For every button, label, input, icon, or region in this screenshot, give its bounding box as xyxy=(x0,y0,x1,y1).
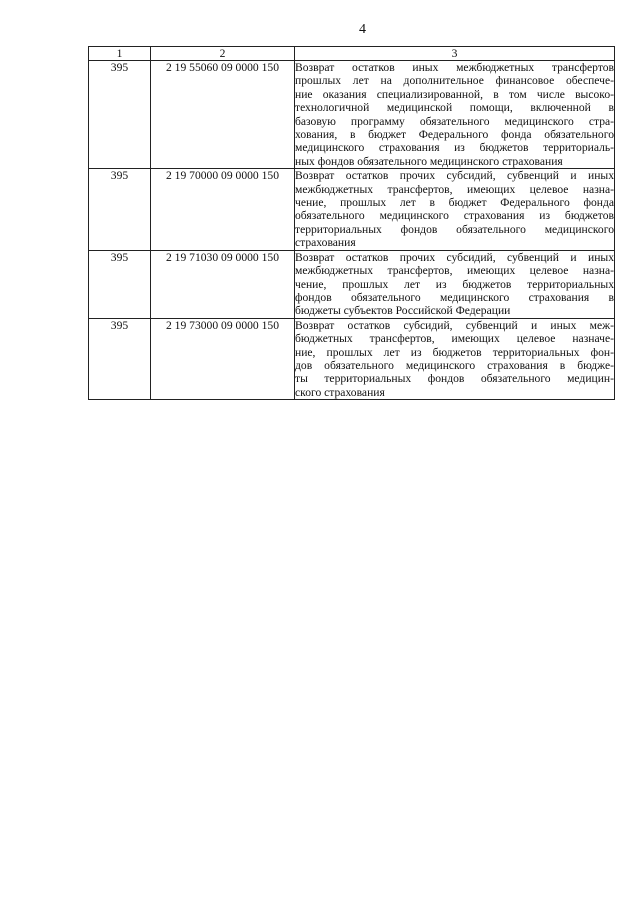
table-row xyxy=(89,61,615,169)
description-line: медицинского страхования из бюджетов территориаль- xyxy=(295,141,614,155)
page-number: 4 xyxy=(359,22,366,37)
admin-code-cell: 395 xyxy=(89,318,151,399)
description-line: межбюджетных трансфертов, имеющих целевое назна- xyxy=(295,264,614,278)
description-cell xyxy=(295,250,615,318)
description-line: страхования xyxy=(295,236,356,250)
budget-code-cell: 2 19 73000 09 0000 150 xyxy=(151,318,295,399)
budget-code-cell: 2 19 70000 09 0000 150 xyxy=(151,169,295,250)
description-line: дов обязательного медицинского страхования в бюдже- xyxy=(295,358,614,372)
table-row xyxy=(89,250,615,318)
budget-code-cell: 2 19 71030 09 0000 150 xyxy=(151,250,295,318)
description-line: Возврат остатков прочих субсидий, субвенций и иных xyxy=(295,169,614,183)
description-cell xyxy=(295,169,615,250)
description-line: ние оказания специализированной, в том числе высоко- xyxy=(295,87,614,101)
table-row xyxy=(89,318,615,399)
description-cell xyxy=(295,318,615,399)
description-line: чение, прошлых лет из бюджетов территориальных xyxy=(295,277,614,291)
description-line: хования, в бюджет Федерального фонда обязательного xyxy=(295,128,614,142)
description-line: межбюджетных трансфертов, имеющих целевое назна- xyxy=(295,182,614,196)
description-line: базовую программу обязательного медицинского стра- xyxy=(295,114,614,128)
admin-code-cell: 395 xyxy=(89,61,151,169)
description-line: ных фондов обязательного медицинского страхования xyxy=(295,154,563,168)
budget-codes-table xyxy=(88,46,615,400)
budget-code-cell: 2 19 55060 09 0000 150 xyxy=(151,61,295,169)
description-line: территориальных фондов обязательного медицинского xyxy=(295,222,614,236)
description-line: Возврат остатков субсидий, субвенций и иных меж- xyxy=(295,318,614,332)
description-line: прошлых лет на дополнительное финансовое обеспече- xyxy=(295,74,614,88)
column-header-3: 3 xyxy=(295,47,615,61)
description-line: Возврат остатков прочих субсидий, субвенций и иных xyxy=(295,250,614,264)
description-cell xyxy=(295,61,615,169)
description-line: Возврат остатков иных межбюджетных трансфертов xyxy=(295,61,614,74)
description-line: обязательного медицинского страхования из бюджетов xyxy=(295,209,614,223)
description-line: ского страхования xyxy=(295,385,385,399)
admin-code-cell: 395 xyxy=(89,250,151,318)
table-row xyxy=(89,169,615,250)
description-line: ты территориальных фондов обязательного медицин- xyxy=(295,372,614,386)
column-header-1: 1 xyxy=(89,47,151,61)
description-line: фондов обязательного медицинского страхования в xyxy=(295,290,614,304)
admin-code-cell: 395 xyxy=(89,169,151,250)
table-header-row xyxy=(89,47,615,61)
description-line: чение, прошлых лет в бюджет Федерального фонда xyxy=(295,196,614,210)
description-line: бюджетных трансфертов, имеющих целевое назначе- xyxy=(295,332,614,346)
column-header-2: 2 xyxy=(151,47,295,61)
description-line: технологичной медицинской помощи, включенной в xyxy=(295,101,614,115)
description-line: ние, прошлых лет из бюджетов территориальных фон- xyxy=(295,345,614,359)
description-line: бюджеты субъектов Российской Федерации xyxy=(295,304,511,318)
